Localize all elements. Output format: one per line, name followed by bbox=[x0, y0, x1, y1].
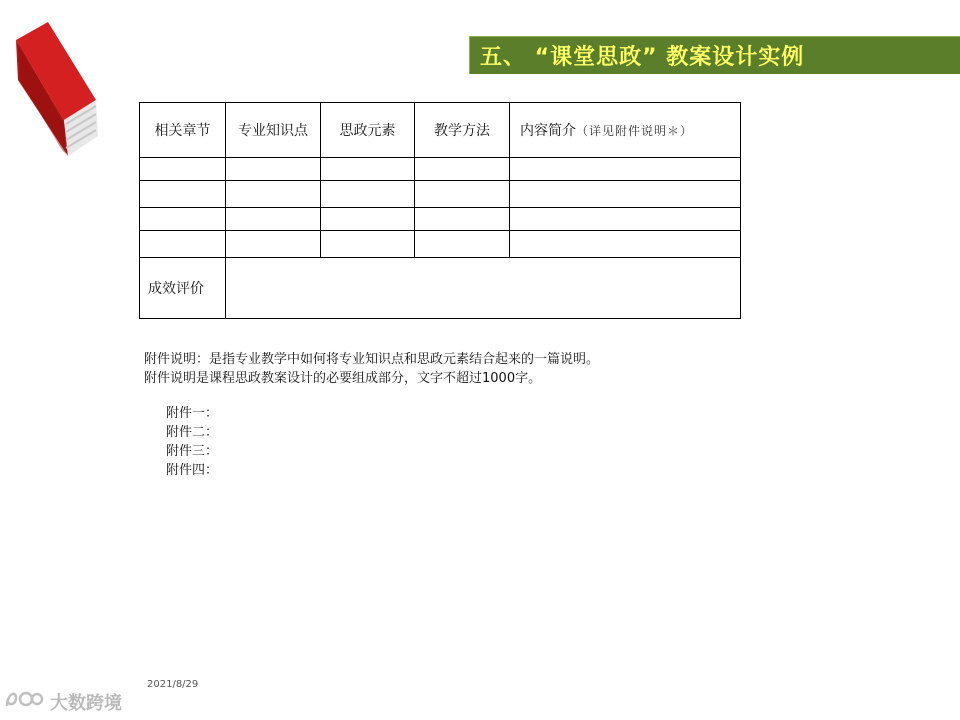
slide-date: 2021/8/29 bbox=[147, 679, 199, 690]
table-cell[interactable] bbox=[140, 158, 226, 181]
description-line: 附件说明是课程思政教案设计的必要组成部分，文字不超过1000字。 bbox=[144, 371, 542, 386]
appendix-item: 附件四： bbox=[166, 463, 219, 478]
header-summary bbox=[510, 103, 741, 158]
appendix-item: 附件二： bbox=[166, 425, 219, 440]
table-cell[interactable] bbox=[226, 208, 321, 231]
table-cell[interactable] bbox=[226, 231, 321, 258]
table-cell[interactable] bbox=[415, 181, 510, 208]
attachment-description bbox=[144, 350, 599, 388]
eval-label: 成效评价 bbox=[140, 258, 226, 319]
table-cell[interactable] bbox=[321, 208, 415, 231]
page-title: 五、 “课堂思政” 教案设计实例 bbox=[469, 36, 960, 74]
appendix-item: 附件三： bbox=[166, 444, 219, 459]
header-summary-note: （详见附件说明＊） bbox=[576, 124, 694, 138]
table-cell[interactable] bbox=[321, 181, 415, 208]
header-summary-label: 内容简介 bbox=[520, 123, 576, 139]
table-cell[interactable] bbox=[510, 231, 741, 258]
table-cell[interactable] bbox=[415, 231, 510, 258]
table-row bbox=[140, 158, 741, 181]
table-cell[interactable] bbox=[226, 181, 321, 208]
table-cell[interactable] bbox=[140, 208, 226, 231]
watermark bbox=[4, 688, 122, 715]
table-row bbox=[140, 231, 741, 258]
table-cell[interactable] bbox=[510, 181, 741, 208]
table-cell[interactable] bbox=[510, 208, 741, 231]
table-row bbox=[140, 181, 741, 208]
lesson-plan-table bbox=[139, 102, 741, 319]
table-header-row bbox=[140, 103, 741, 158]
table-cell[interactable] bbox=[415, 208, 510, 231]
eval-cell[interactable] bbox=[226, 258, 741, 319]
header-chapter: 相关章节 bbox=[140, 103, 226, 158]
appendix-list bbox=[166, 404, 218, 480]
header-method: 教学方法 bbox=[415, 103, 510, 158]
description-line: 附件说明：是指专业教学中如何将专业知识点和思政元素结合起来的一篇说明。 bbox=[144, 352, 600, 367]
table-cell[interactable] bbox=[140, 181, 226, 208]
table-cell[interactable] bbox=[415, 158, 510, 181]
table-row bbox=[140, 208, 741, 231]
header-ideology: 思政元素 bbox=[321, 103, 415, 158]
watermark-text: 大数跨境 bbox=[50, 692, 122, 714]
eval-row bbox=[140, 258, 741, 319]
table-cell[interactable] bbox=[140, 231, 226, 258]
table-cell[interactable] bbox=[321, 231, 415, 258]
table-cell[interactable] bbox=[510, 158, 741, 181]
book-icon bbox=[8, 20, 98, 164]
watermark-logo-icon bbox=[4, 688, 44, 715]
table-cell[interactable] bbox=[321, 158, 415, 181]
header-knowledge: 专业知识点 bbox=[226, 103, 321, 158]
appendix-item: 附件一： bbox=[166, 406, 219, 421]
table-cell[interactable] bbox=[226, 158, 321, 181]
